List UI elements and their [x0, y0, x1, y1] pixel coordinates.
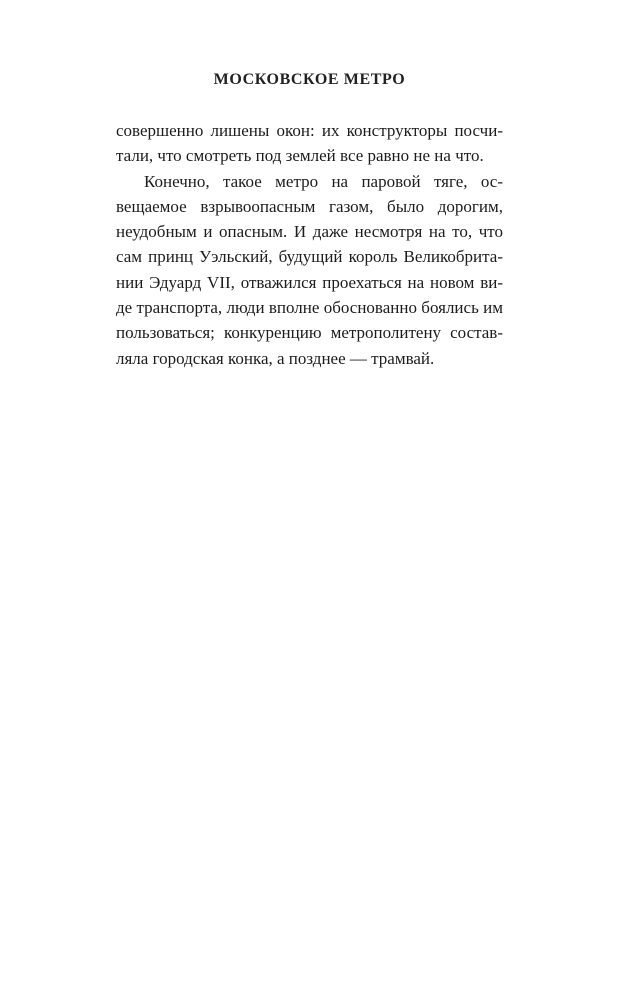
text-line: неудобным и опасным. И даже несмотря на то, что [116, 222, 503, 242]
text-line: ляла городская конка, а позднее — трамвай. [116, 348, 435, 368]
body-text [116, 118, 503, 371]
paragraph-2 [116, 169, 503, 371]
text-line: де транспорта, люди вполне обоснованно боялись им [116, 298, 503, 318]
running-title: МОСКОВСКОЕ МЕТРО [213, 71, 406, 88]
text-line: пользоваться; конкуренцию метрополитену состав- [116, 323, 503, 343]
text-line: Конечно, такое метро на паровой тяге, ос- [144, 171, 503, 191]
text-line: совершенно лишены окон: их конструкторы посчи- [116, 121, 503, 140]
text-line: сам принц Уэльский, будущий король Великобрита- [116, 247, 503, 267]
text-line: нии Эдуард VII, отважился проехаться на новом ви- [116, 272, 503, 292]
paragraph-1 [116, 118, 503, 169]
text-line: тали, что смотреть под землей все равно не на что. [116, 146, 484, 166]
text-line: вещаемое взрывоопасным газом, было дорогим, [116, 196, 503, 216]
